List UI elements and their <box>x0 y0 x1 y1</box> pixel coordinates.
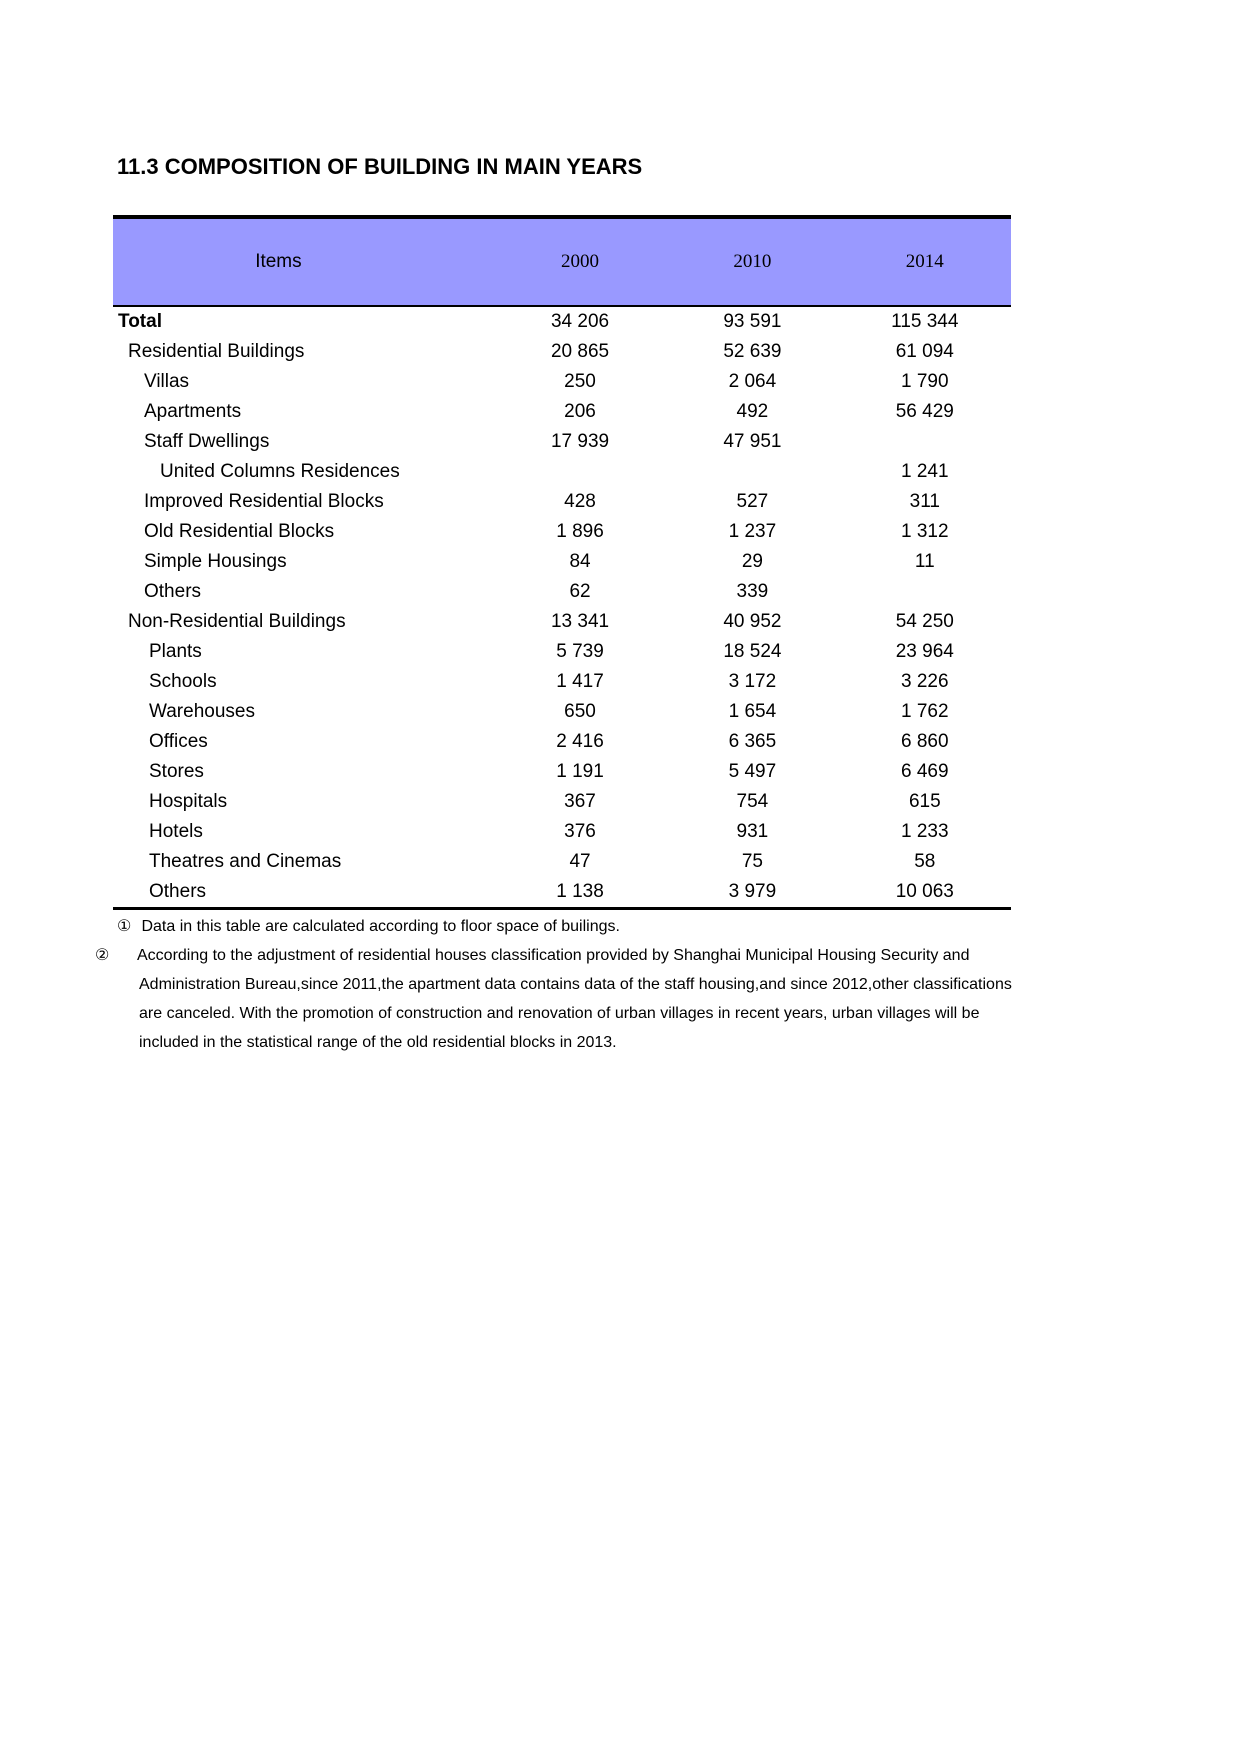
cell-2010: 492 <box>736 401 769 422</box>
cell-2000: 47 <box>569 851 591 872</box>
cell-2000: 34 206 <box>550 311 610 332</box>
cell-2000: 2 416 <box>556 731 604 752</box>
cell-2014: 11 <box>914 551 935 572</box>
table-row <box>113 367 1011 397</box>
cell-2010: 339 <box>736 581 769 602</box>
table-row <box>113 337 1011 367</box>
cell-2010: 931 <box>736 821 769 842</box>
cell-2000: 20 865 <box>550 341 610 362</box>
cell-2014: 1 312 <box>901 521 949 542</box>
cell-2010: 40 952 <box>723 611 782 632</box>
data-table-container <box>113 215 1011 910</box>
cell-2010: 754 <box>736 791 769 812</box>
cell-2014: 56 429 <box>895 401 954 422</box>
cell-2000: 13 341 <box>550 611 610 632</box>
column-header-2010: 2010 <box>666 217 838 306</box>
footnote-2 <box>95 941 1017 1057</box>
cell-2000: 650 <box>564 701 596 722</box>
cell-2000: 1 138 <box>556 881 604 902</box>
cell-2014: 1 762 <box>901 701 949 722</box>
cell-2010: 18 524 <box>723 641 782 662</box>
row-label: Theatres and Cinemas <box>149 851 342 872</box>
row-label: Hotels <box>149 821 203 842</box>
table-row <box>113 697 1011 727</box>
cell-2000: 1 417 <box>556 671 604 692</box>
cell-2010: 2 064 <box>728 371 777 392</box>
cell-2010: 52 639 <box>723 341 782 362</box>
table-row <box>113 877 1011 909</box>
cell-2000: 17 939 <box>550 431 610 452</box>
cell-2014: 1 233 <box>901 821 949 842</box>
row-label: Non-Residential Buildings <box>128 611 346 632</box>
cell-2014: 61 094 <box>895 341 954 362</box>
footnote-1 <box>117 912 1017 941</box>
table-row <box>113 667 1011 697</box>
cell-2014: 54 250 <box>895 611 954 632</box>
row-label: Stores <box>149 761 204 782</box>
row-label: Warehouses <box>149 701 255 722</box>
row-label: Residential Buildings <box>128 341 305 362</box>
cell-2000: 206 <box>564 401 596 422</box>
table-row <box>113 457 1011 487</box>
table-row <box>113 637 1011 667</box>
cell-2000: 428 <box>564 491 596 512</box>
table-row <box>113 547 1011 577</box>
cell-2010: 47 951 <box>723 431 782 452</box>
cell-2010: 527 <box>736 491 769 512</box>
cell-2014 <box>839 427 1011 457</box>
cell-2000 <box>494 457 666 487</box>
cell-2014: 10 063 <box>895 881 954 902</box>
cell-2000: 62 <box>569 581 591 602</box>
row-label: Old Residential Blocks <box>144 521 335 542</box>
row-label: Schools <box>149 671 217 692</box>
table-row <box>113 306 1011 337</box>
row-label: Villas <box>144 371 190 392</box>
footnotes <box>95 912 1017 1057</box>
cell-2010: 5 497 <box>728 761 777 782</box>
table-row <box>113 757 1011 787</box>
page-title: 11.3 COMPOSITION OF BUILDING IN MAIN YEARS <box>117 154 643 179</box>
cell-2000: 84 <box>569 551 591 572</box>
table-body <box>113 306 1011 909</box>
table-row <box>113 427 1011 457</box>
row-label: United Columns Residences <box>160 461 400 482</box>
column-header-2014: 2014 <box>839 217 1011 306</box>
row-label: Simple Housings <box>144 551 287 572</box>
cell-2014: 6 469 <box>901 761 949 782</box>
table-row <box>113 727 1011 757</box>
row-label: Offices <box>149 731 208 752</box>
cell-2010: 1 237 <box>728 521 777 542</box>
cell-2010: 29 <box>741 551 763 572</box>
cell-2000: 1 191 <box>556 761 604 782</box>
row-label: Total <box>118 311 162 332</box>
cell-2014: 615 <box>908 791 941 812</box>
footnote-marker: ② <box>95 947 110 964</box>
table-row <box>113 847 1011 877</box>
footnote-text: According to the adjustment of residential houses classification provided by Shanghai Municipal Housing Security and Administration Bureau,since 2011,the apartment data contains data of the staff housing,and since 2012,other classifications are canceled. With the promotion of construction and renovation of urban villages in recent years, urban villages will be included in the statistical range of the old residential blocks in 2013. <box>137 947 1012 1051</box>
cell-2000: 367 <box>564 791 596 812</box>
table-row <box>113 577 1011 607</box>
table-row <box>113 487 1011 517</box>
cell-2010 <box>666 457 838 487</box>
footnote-text: Data in this table are calculated according to floor space of builings. <box>141 918 620 935</box>
column-header-2000: 2000 <box>494 217 666 306</box>
cell-2014: 1 790 <box>901 371 949 392</box>
table-header-row <box>113 217 1011 306</box>
cell-2014: 23 964 <box>895 641 954 662</box>
column-header-items: Items <box>113 217 494 306</box>
cell-2010: 93 591 <box>723 311 782 332</box>
cell-2000: 5 739 <box>556 641 604 662</box>
cell-2014: 3 226 <box>901 671 949 692</box>
cell-2014 <box>839 577 1011 607</box>
row-label: Others <box>149 881 207 902</box>
table-row <box>113 817 1011 847</box>
row-label: Improved Residential Blocks <box>144 491 384 512</box>
table-row <box>113 787 1011 817</box>
cell-2000: 1 896 <box>556 521 604 542</box>
composition-table <box>113 215 1011 910</box>
cell-2014: 6 860 <box>901 731 949 752</box>
cell-2010: 6 365 <box>728 731 777 752</box>
table-row <box>113 517 1011 547</box>
table-row <box>113 607 1011 637</box>
footnote-marker: ① <box>117 918 132 935</box>
row-label: Plants <box>149 641 202 662</box>
table-row <box>113 397 1011 427</box>
row-label: Apartments <box>144 401 242 422</box>
cell-2014: 58 <box>914 851 936 872</box>
cell-2010: 3 172 <box>728 671 777 692</box>
cell-2010: 1 654 <box>728 701 777 722</box>
row-label: Staff Dwellings <box>144 431 270 452</box>
cell-2014: 115 344 <box>891 311 959 332</box>
cell-2000: 376 <box>564 821 596 842</box>
row-label: Hospitals <box>149 791 228 812</box>
row-label: Others <box>144 581 202 602</box>
cell-2014: 311 <box>909 491 940 512</box>
cell-2014: 1 241 <box>901 461 949 482</box>
cell-2000: 250 <box>564 371 596 392</box>
cell-2010: 75 <box>741 851 763 872</box>
cell-2010: 3 979 <box>728 881 777 902</box>
